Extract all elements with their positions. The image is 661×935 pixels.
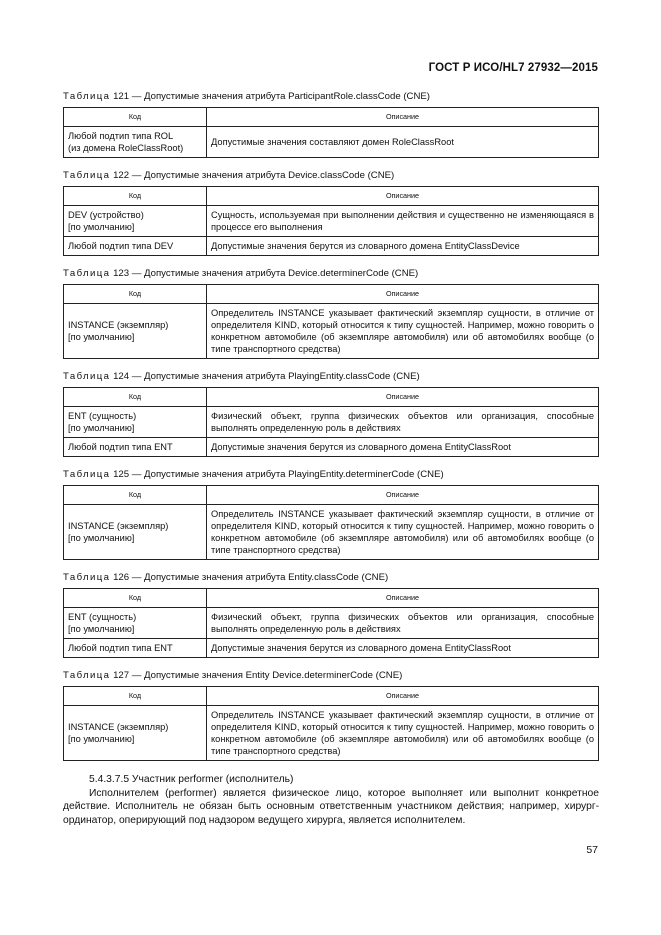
column-header-description: Описание [207,187,599,206]
column-header-code: Код [64,388,207,407]
description-cell: Определитель INSTANCE указывает фактический экземпляр сущности, в отличие от определителя KIND, который относится к типу сущностей. Например, можно говорить о конкретном автомобиле (об экземпляре автомобиля) или об автомобилях вообще (о типе транспортного средства) [207,505,599,560]
table-row [64,639,599,658]
column-header-description: Описание [207,108,599,127]
table-row [64,706,599,761]
table-caption: Таблица 122 — Допустимые значения атрибута Device.classCode (CNE) [63,170,395,181]
table-row [64,407,599,438]
table-row [64,127,599,158]
table-row [64,237,599,256]
code-cell: ENT (сущность) [по умолчанию] [64,407,207,438]
description-cell: Допустимые значения берутся из словарного домена EntityClassDevice [207,237,599,256]
column-header-description: Описание [207,486,599,505]
table-125 [63,485,599,560]
description-cell: Физический объект, группа физических объектов или организация, способные выполнять определенную роль в действиях [207,407,599,438]
description-cell: Допустимые значения берутся из словарного домена EntityClassRoot [207,639,599,658]
section-paragraph: Исполнителем (performer) является физическое лицо, которое выполняет или выполнит конкретное действие. Исполнитель не обязан быть основным ответственным участником действия; например, хирург-ординатор, оперирующий под надзором ведущего хирурга, является исполнителем. [63,787,599,826]
code-cell: DEV (устройство) [по умолчанию] [64,206,207,237]
description-cell: Физический объект, группа физических объектов или организация, способные выполнять определенную роль в действиях [207,608,599,639]
table-caption: Таблица 123 — Допустимые значения атрибута Device.determinerCode (CNE) [63,268,419,279]
column-header-code: Код [64,486,207,505]
table-caption: Таблица 124 — Допустимые значения атрибута PlayingEntity.classCode (CNE) [63,371,420,382]
page-number: 57 [586,844,598,856]
description-cell: Допустимые значения составляют домен RoleClassRoot [207,127,599,158]
table-caption: Таблица 126 — Допустимые значения атрибута Entity.classCode (CNE) [63,572,389,583]
table-caption: Таблица 127 — Допустимые значения Entity Device.determinerCode (CNE) [63,670,403,681]
code-cell: Любой подтип типа ROL (из домена RoleClassRoot) [64,127,207,158]
description-cell: Определитель INSTANCE указывает фактический экземпляр сущности, в отличие от определителя KIND, который относится к типу сущностей. Например, можно говорить о конкретном автомобиле (об экземпляре автомобиля) или об автомобилях вообще (о типе транспортного средства) [207,706,599,761]
code-cell: Любой подтип типа ENT [64,438,207,457]
column-header-code: Код [64,187,207,206]
table-row [64,608,599,639]
table-caption: Таблица 121 — Допустимые значения атрибута ParticipantRole.classCode (CNE) [63,91,430,102]
section-heading: 5.4.3.7.5 Участник performer (исполнитель) [89,774,294,785]
code-cell: Любой подтип типа ENT [64,639,207,658]
column-header-code: Код [64,687,207,706]
column-header-description: Описание [207,388,599,407]
code-cell: Любой подтип типа DEV [64,237,207,256]
table-row [64,304,599,359]
column-header-code: Код [64,108,207,127]
column-header-description: Описание [207,589,599,608]
column-header-description: Описание [207,285,599,304]
section-performer [63,773,599,827]
column-header-description: Описание [207,687,599,706]
table-row [64,206,599,237]
table-122 [63,186,599,256]
table-127 [63,686,599,761]
column-header-code: Код [64,285,207,304]
column-header-code: Код [64,589,207,608]
code-cell: ENT (сущность) [по умолчанию] [64,608,207,639]
table-row [64,505,599,560]
table-row [64,438,599,457]
table-126 [63,588,599,658]
table-124 [63,387,599,457]
code-cell: INSTANCE (экземпляр) [по умолчанию] [64,304,207,359]
code-cell: INSTANCE (экземпляр) [по умолчанию] [64,505,207,560]
table-caption: Таблица 125 — Допустимые значения атрибута PlayingEntity.determinerCode (CNE) [63,469,444,480]
description-cell: Сущность, используемая при выполнении действия и существенно не изменяющаяся в процессе его выполнения [207,206,599,237]
description-cell: Допустимые значения берутся из словарного домена EntityClassRoot [207,438,599,457]
table-121 [63,107,599,158]
page-content [63,91,599,827]
document-standard-header: ГОСТ Р ИСО/HL7 27932—2015 [428,62,598,74]
table-123 [63,284,599,359]
code-cell: INSTANCE (экземпляр) [по умолчанию] [64,706,207,761]
description-cell: Определитель INSTANCE указывает фактический экземпляр сущности, в отличие от определителя KIND, который относится к типу сущностей. Например, можно говорить о конкретном автомобиле (об экземпляре автомобиля) или об автомобилях вообще (о типе транспортного средства) [207,304,599,359]
